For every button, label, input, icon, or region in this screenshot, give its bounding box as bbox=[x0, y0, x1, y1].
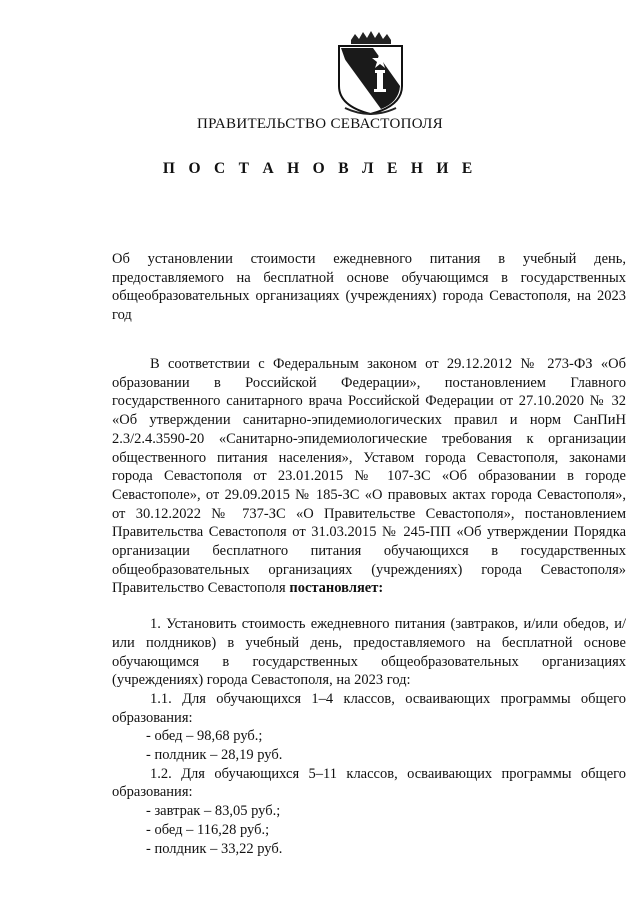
preamble-paragraph bbox=[112, 355, 626, 598]
sevastopol-coat-of-arms bbox=[333, 30, 408, 116]
resolution-body bbox=[112, 355, 626, 858]
clause-1: 1. Установить стоимость ежедневного питания (завтраков, и/или обедов, и/или полдников) в учебный день, предоставляемого на бесплатной основе обучающимся в государственных общеобразовательных организациях (учреждениях) города Севастополя, на 2023 год: bbox=[112, 616, 626, 689]
resolves-keyword: постановляет: bbox=[289, 580, 384, 597]
clause-1-2-item: - завтрак – 83,05 руб.; bbox=[146, 803, 281, 820]
clause-1-1: 1.1. Для обучающихся 1–4 классов, осваивающих программы общего образования: bbox=[112, 690, 626, 726]
government-name: ПРАВИТЕЛЬСТВО СЕВАСТОПОЛЯ bbox=[197, 116, 443, 132]
clause-1-2-item: - полдник – 33,22 руб. bbox=[146, 840, 283, 857]
preamble-text: В соответствии с Федеральным законом от 29.12.2012 № 273-ФЗ «Об образовании в Российской Федерации», постановлением Главного государственного санитарного врача Российской Федерации от 27.10.2020 № 32 «Об утверждении санитарно-эпидемиологических правил и норм СанПиН 2.3/2.4.3590-20 «Санитарно-эпидемиологические требования к организации общественного питания населения», Уставом города Севастополя, законами города Севастополя от 23.01.2015 № 107-ЗС «Об образовании в городе Севастополе», от 29.09.2015 № 185-ЗС «О правовых актах города Севастополя», от 30.12.2022 № 737-ЗС «О Правительстве Севастополя», постановлением Правительства Севастополя от 31.03.2015 № 245-ПП «Об утверждении Порядка организации бесплатного питания обучающихся в государственных общеобразовательных организациях (учреждениях) города Севастополя» Правительство Севастополя bbox=[112, 356, 626, 597]
document-type-title: П О С Т А Н О В Л Е Н И Е bbox=[162, 160, 478, 177]
clause-1-1-item: - полдник – 28,19 руб. bbox=[146, 747, 283, 764]
clause-1-2-item: - обед – 116,28 руб.; bbox=[146, 821, 270, 838]
clause-1-1-item: - обед – 98,68 руб.; bbox=[146, 728, 263, 745]
resolution-subject: Об установлении стоимости ежедневного питания в учебный день, предоставляемого на бесплатной основе обучающимся в государственных общеобразовательных организациях (учреждениях) города Севастополя, на 2023 год bbox=[112, 251, 626, 323]
clause-1-2: 1.2. Для обучающихся 5–11 классов, осваивающих программы общего образования: bbox=[112, 765, 626, 801]
